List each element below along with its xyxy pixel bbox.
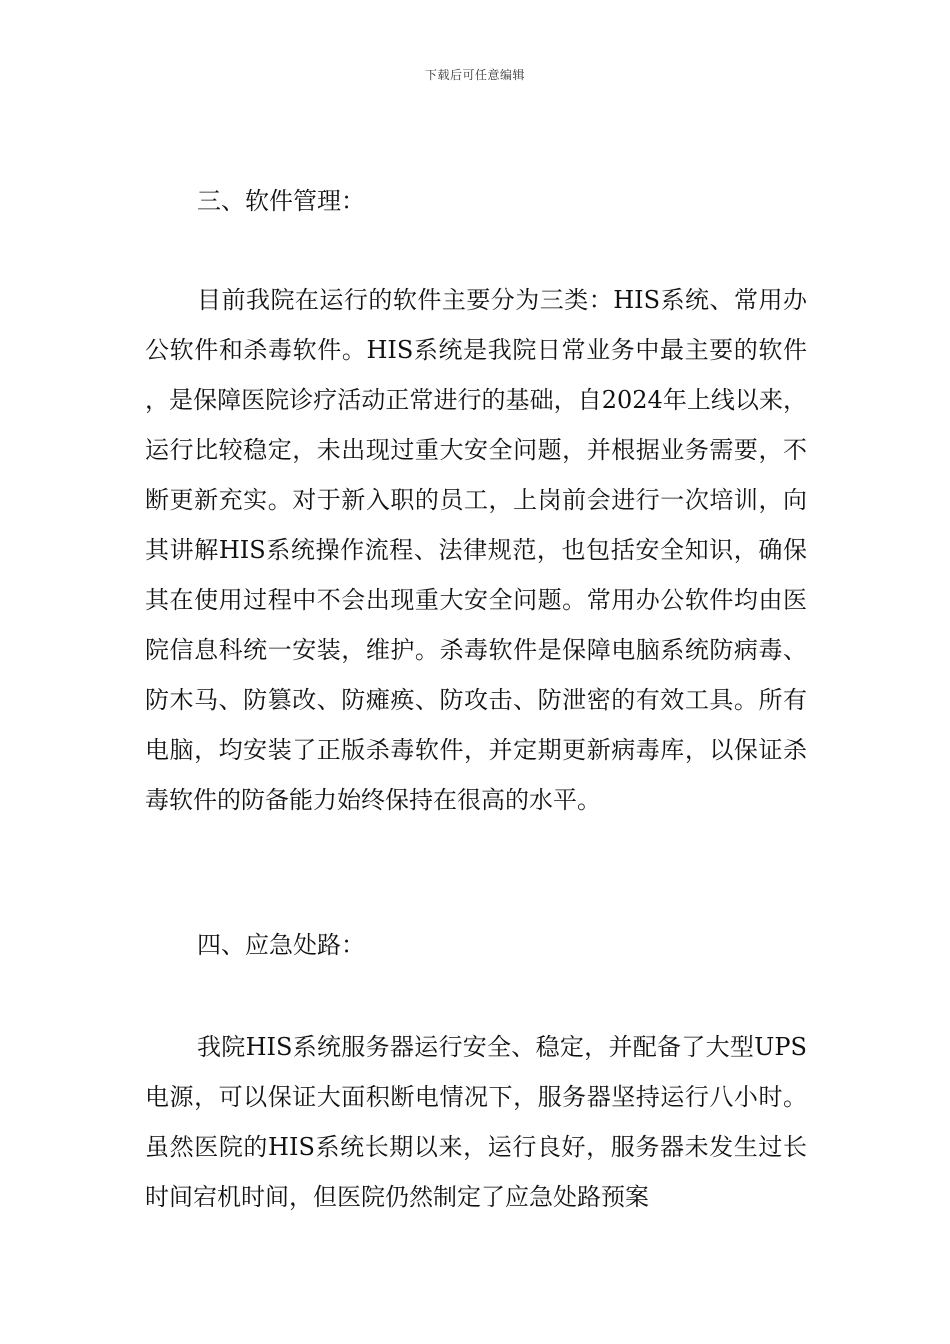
- section-paragraph-software: 目前我院在运行的软件主要分为三类：HIS系统、常用办公软件和杀毒软件。HIS系统是我院日常业务中最主要的软件，是保障医院诊疗活动正常进行的基础，自2024年上线以来，运行比较稳定，未出现过重大安全问题，并根据业务需要，不断更新充实。对于新入职的员工，上岗前会进行一次培训，向其讲解HIS系统操作流程、法律规范，也包括安全知识，确保其在使用过程中不会出现重大安全问题。常用办公软件均由医院信息科统一安装，维护。杀毒软件是保障电脑系统防病毒、防木马、防篡改、防瘫痪、防攻击、防泄密的有效工具。所有电脑，均安装了正版杀毒软件，并定期更新病毒库，以保证杀毒软件的防备能力始终保持在很高的水平。: [145, 286, 807, 814]
- header-note: 下载后可任意编辑: [424, 68, 525, 82]
- section-heading-emergency: 四、应急处路：: [197, 931, 365, 959]
- section-paragraph-emergency: 我院HIS系统服务器运行安全、稳定，并配备了大型UPS电源，可以保证大面积断电情况下，服务器坚持运行八小时。虽然医院的HIS系统长期以来，运行良好，服务器未发生过长时间宕机时间，但医院仍然制定了应急处路预案: [145, 1033, 807, 1211]
- section-heading-software: 三、软件管理：: [197, 187, 365, 215]
